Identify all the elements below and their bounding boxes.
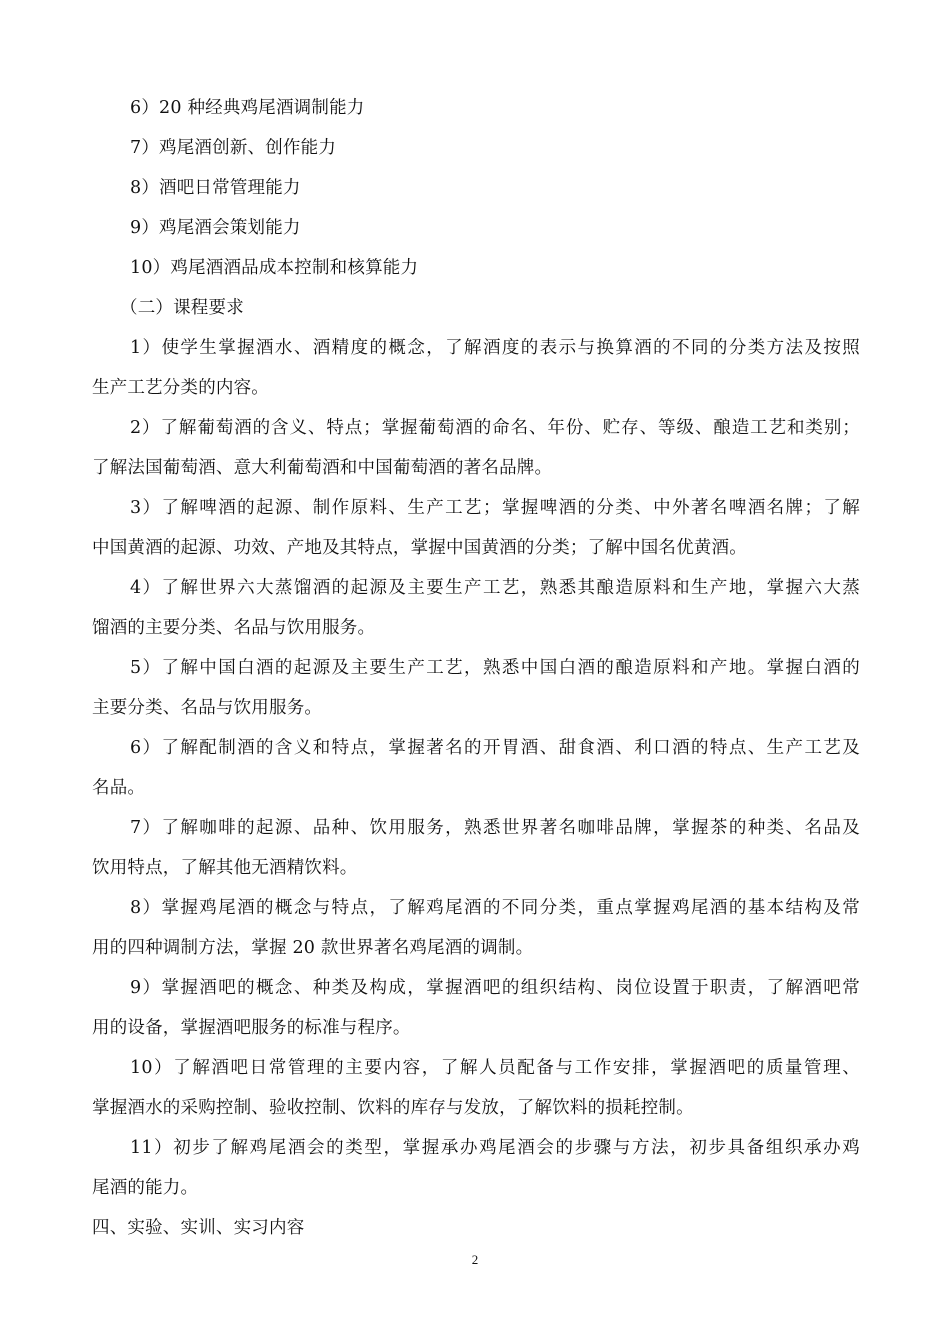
section-heading-course-requirements: （二）课程要求 <box>120 298 244 318</box>
requirement-2-line-2: 了解法国葡萄酒、意大利葡萄酒和中国葡萄酒的著名品牌。 <box>92 458 553 478</box>
requirement-8-line-2: 用的四种调制方法，掌握 20 款世界著名鸡尾酒的调制。 <box>92 938 534 958</box>
requirement-10-line-1: 10）了解酒吧日常管理的主要内容，了解人员配备与工作安排，掌握酒吧的质量管理、 <box>130 1058 860 1078</box>
requirement-1-line-2: 生产工艺分类的内容。 <box>92 378 269 398</box>
requirement-8-line-1: 8）掌握鸡尾酒的概念与特点，了解鸡尾酒的不同分类，重点掌握鸡尾酒的基本结构及常 <box>130 898 860 918</box>
requirement-7-line-1: 7）了解咖啡的起源、品种、饮用服务，熟悉世界著名咖啡品牌，掌握茶的种类、名品及 <box>130 818 860 838</box>
requirement-3-line-2: 中国黄酒的起源、功效、产地及其特点，掌握中国黄酒的分类；了解中国名优黄酒。 <box>92 538 747 558</box>
requirement-2-line-1: 2）了解葡萄酒的含义、特点；掌握葡萄酒的命名、年份、贮存、等级、酿造工艺和类别； <box>130 418 860 438</box>
requirement-5-line-1: 5）了解中国白酒的起源及主要生产工艺，熟悉中国白酒的酿造原料和产地。掌握白酒的 <box>130 658 860 678</box>
ability-item-9: 9）鸡尾酒会策划能力 <box>130 218 301 238</box>
requirement-4-line-2: 馏酒的主要分类、名品与饮用服务。 <box>92 618 376 638</box>
requirement-5-line-2: 主要分类、名品与饮用服务。 <box>92 698 323 718</box>
requirement-9-line-2: 用的设备，掌握酒吧服务的标准与程序。 <box>92 1018 411 1038</box>
section-heading-experiments: 四、实验、实训、实习内容 <box>92 1218 305 1238</box>
requirement-4-line-1: 4）了解世界六大蒸馏酒的起源及主要生产工艺，熟悉其酿造原料和生产地，掌握六大蒸 <box>130 578 860 598</box>
page-number: 2 <box>471 1252 479 1267</box>
requirement-10-line-2: 掌握酒水的采购控制、验收控制、饮料的库存与发放，了解饮料的损耗控制。 <box>92 1098 694 1118</box>
requirement-3-line-1: 3）了解啤酒的起源、制作原料、生产工艺；掌握啤酒的分类、中外著名啤酒名牌；了解 <box>130 498 860 518</box>
ability-item-7: 7）鸡尾酒创新、创作能力 <box>130 138 337 158</box>
requirement-11-line-1: 11）初步了解鸡尾酒会的类型，掌握承办鸡尾酒会的步骤与方法，初步具备组织承办鸡 <box>130 1138 860 1158</box>
requirement-1-line-1: 1）使学生掌握酒水、酒精度的概念，了解酒度的表示与换算酒的不同的分类方法及按照 <box>130 338 860 358</box>
ability-item-6: 6）20 种经典鸡尾酒调制能力 <box>130 98 365 118</box>
requirement-6-line-1: 6）了解配制酒的含义和特点，掌握著名的开胃酒、甜食酒、利口酒的特点、生产工艺及 <box>130 738 860 758</box>
ability-item-10: 10）鸡尾酒酒品成本控制和核算能力 <box>130 258 419 278</box>
requirement-9-line-1: 9）掌握酒吧的概念、种类及构成，掌握酒吧的组织结构、岗位设置于职责，了解酒吧常 <box>130 978 860 998</box>
requirement-11-line-2: 尾酒的能力。 <box>92 1178 199 1198</box>
requirement-7-line-2: 饮用特点，了解其他无酒精饮料。 <box>92 858 358 878</box>
requirement-6-line-2: 名品。 <box>92 778 146 798</box>
ability-item-8: 8）酒吧日常管理能力 <box>130 178 301 198</box>
